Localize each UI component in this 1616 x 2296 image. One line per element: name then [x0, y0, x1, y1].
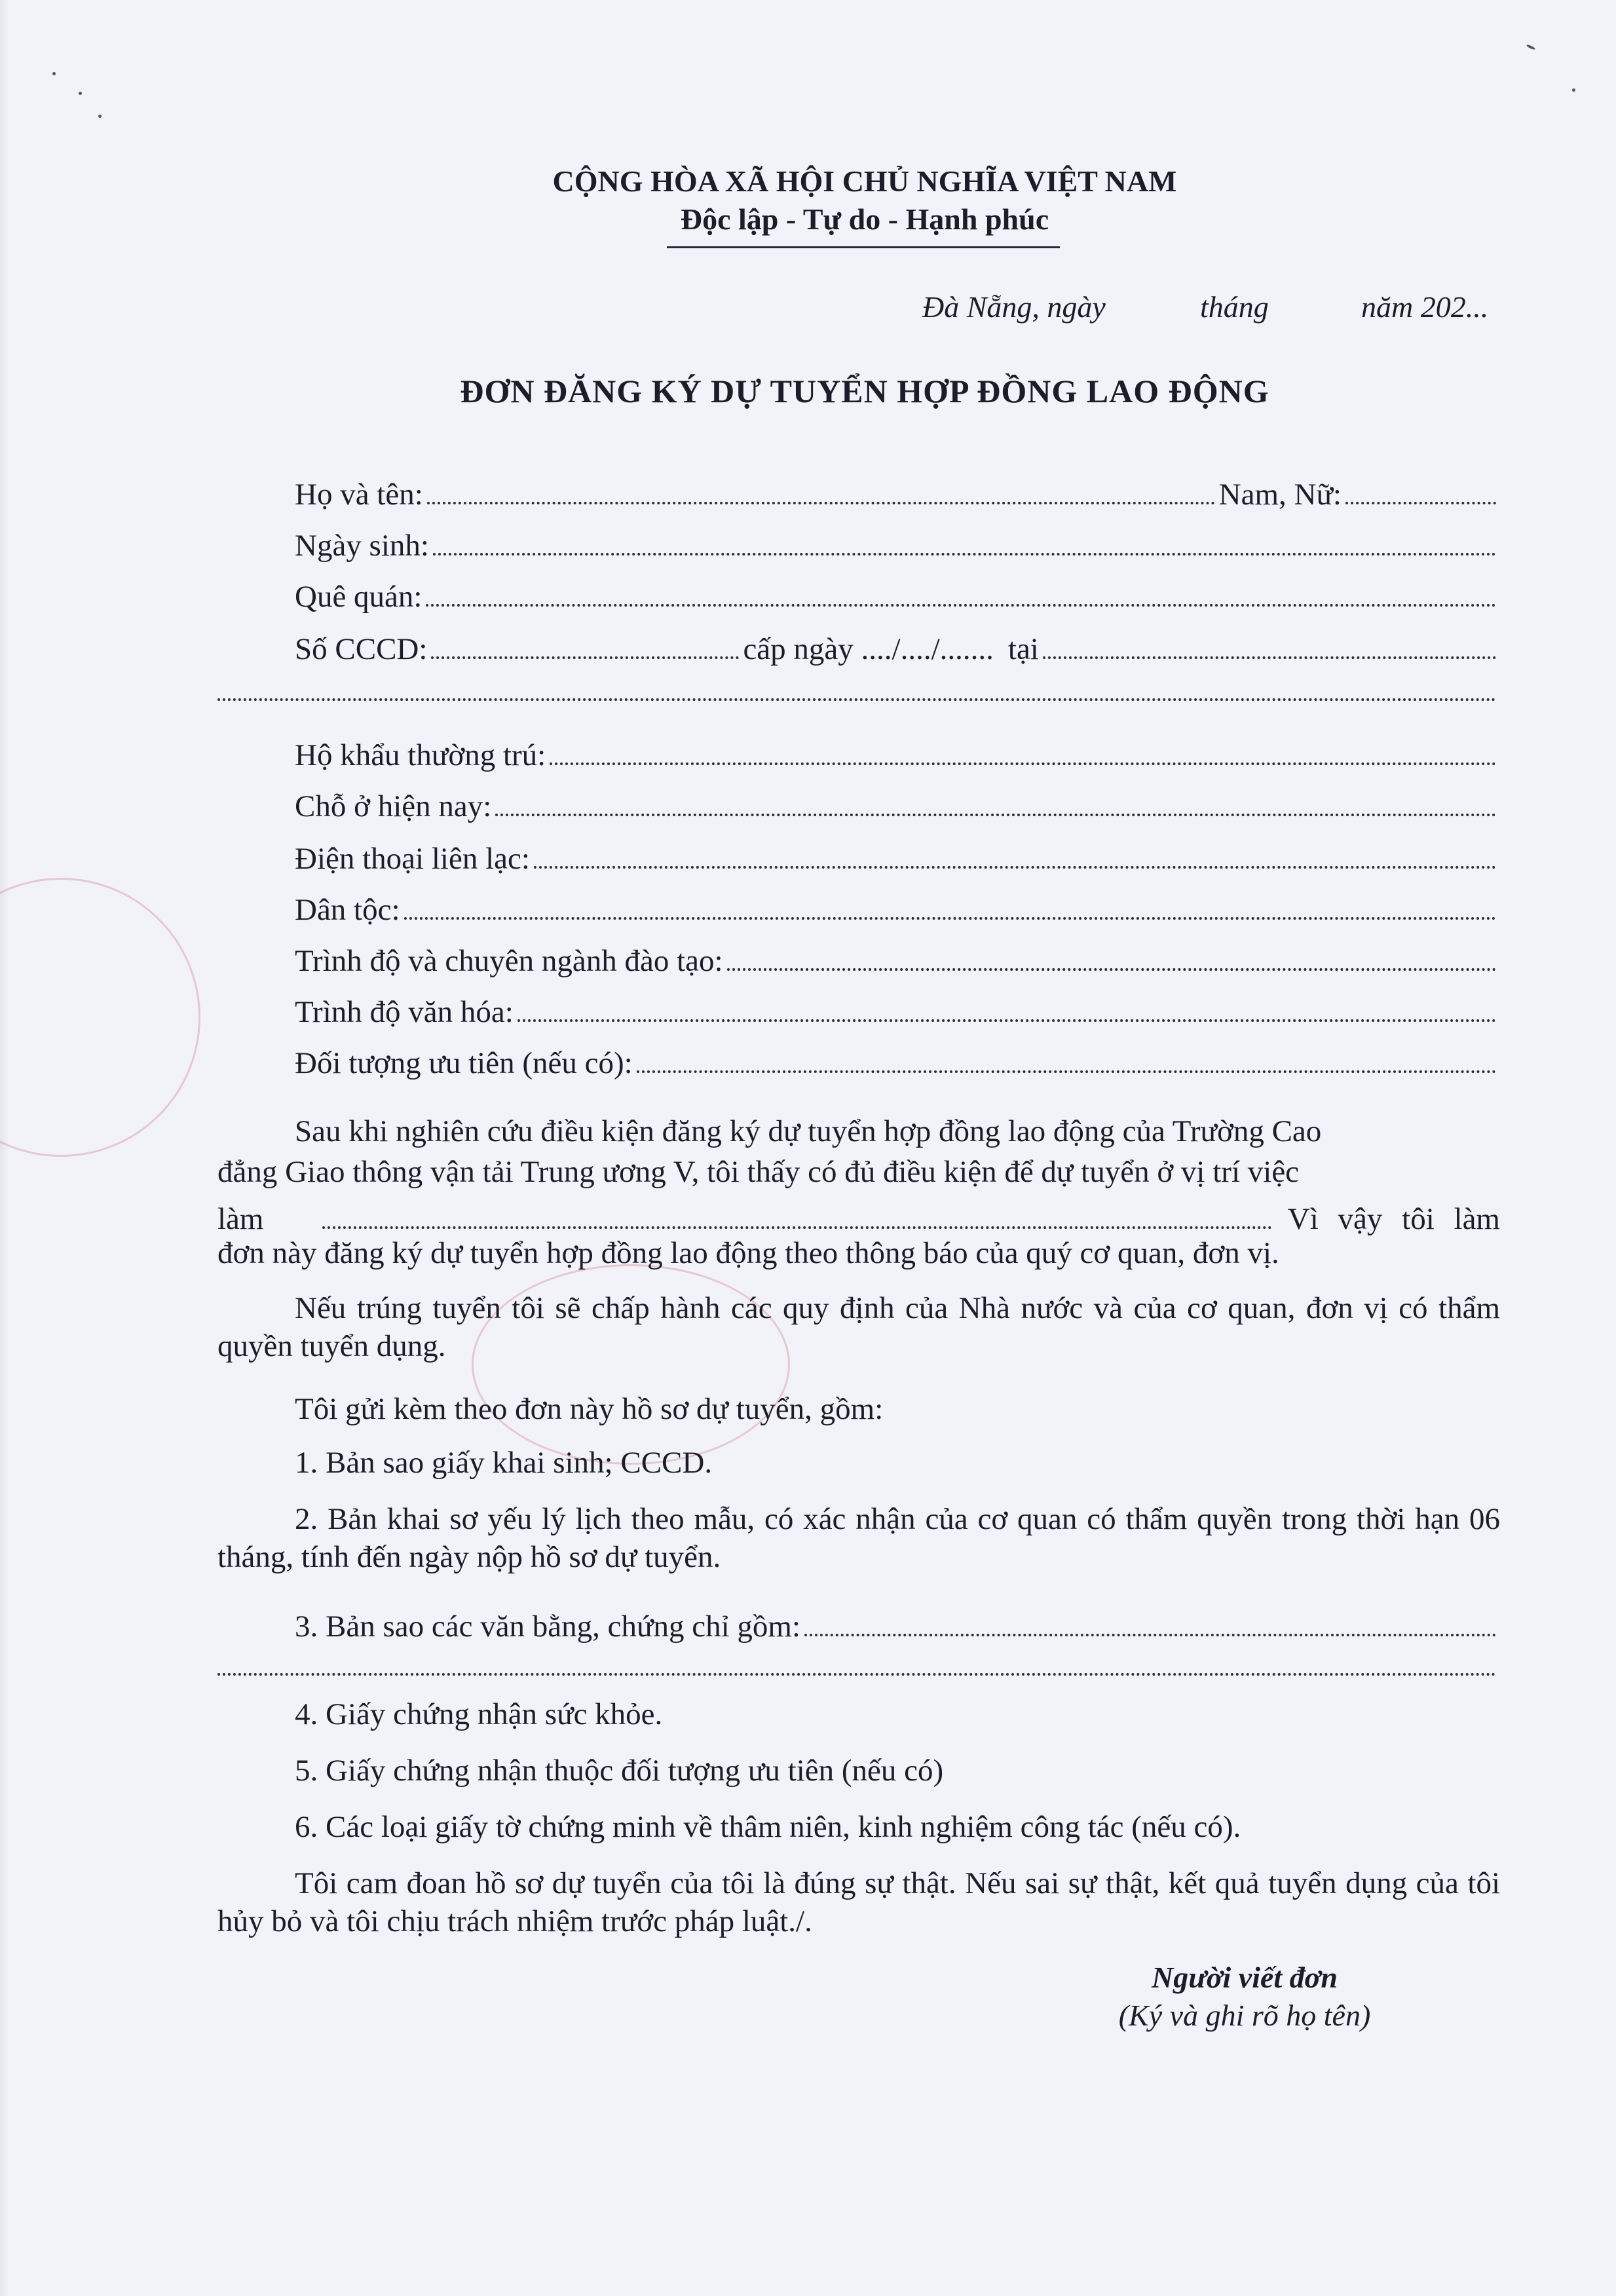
- scan-speck: [52, 72, 56, 75]
- stamp-bleed-left: [0, 878, 200, 1157]
- label-priority: Đối tượng ưu tiên (nếu có):: [295, 1046, 633, 1080]
- scan-edge-shadow: [0, 0, 9, 2296]
- dob-field[interactable]: [433, 553, 1496, 555]
- issue-place-field[interactable]: [1043, 656, 1496, 659]
- scan-speck: [1572, 88, 1575, 92]
- full-name-field[interactable]: [427, 502, 1215, 504]
- id-continuation-field[interactable]: [217, 698, 1496, 701]
- label-gender: Nam, Nữ:: [1218, 478, 1342, 512]
- label-hometown: Quê quán:: [295, 580, 423, 614]
- place-day: Đà Nẵng, ngày: [922, 290, 1106, 324]
- label-qualification: Trình độ và chuyên ngành đào tạo:: [295, 944, 723, 978]
- attachment-item-4: 4. Giấy chứng nhận sức khỏe.: [295, 1697, 663, 1731]
- label-id-number: Số CCCD:: [295, 632, 428, 666]
- paragraph3: Tôi gửi kèm theo đơn này hồ sơ dự tuyển, gồm:: [295, 1392, 884, 1426]
- place-month: tháng: [1200, 290, 1269, 324]
- scan-speck: [79, 92, 82, 95]
- label-full-name: Họ và tên:: [295, 478, 423, 512]
- paragraph1-line2: đẳng Giao thông vận tải Trung ương V, tôi thấy có đủ điều kiện để dự tuyển ở vị trí việc: [217, 1155, 1300, 1189]
- attachment-item-3: 3. Bản sao các văn bằng, chứng chỉ gồm:: [295, 1609, 801, 1644]
- label-phone: Điện thoại liên lạc:: [295, 842, 530, 876]
- country-header: CỘNG HÒA XÃ HỘI CHỦ NGHĨA VIỆT NAM: [552, 164, 1177, 198]
- place-year: năm 202...: [1361, 290, 1489, 324]
- permanent-address-field[interactable]: [550, 762, 1496, 765]
- document-title: ĐƠN ĐĂNG KÝ DỰ TUYỂN HỢP ĐỒNG LAO ĐỘNG: [460, 373, 1269, 409]
- label-current-address: Chỗ ở hiện nay:: [295, 789, 492, 823]
- label-permanent-address: Hộ khẩu thường trú:: [295, 738, 546, 772]
- paragraph1-line3-start: làm: [217, 1202, 264, 1236]
- attachment-item-1: 1. Bản sao giấy khai sinh; CCCD.: [295, 1446, 713, 1480]
- hometown-field[interactable]: [426, 604, 1496, 607]
- attachment-item-2: 2. Bản khai sơ yếu lý lịch theo mẫu, có xác nhận của cơ quan có thẩm quyền trong thời hạn 06 tháng, tính đến ngày nộp hồ sơ dự tuyển.: [217, 1502, 1500, 1574]
- motto-underline: [667, 246, 1060, 248]
- commitment-paragraph: Tôi cam đoan hồ sơ dự tuyển của tôi là đúng sự thật. Nếu sai sự thật, kết quả tuyển dụng của tôi hủy bỏ và tôi chịu trách nhiệm trước pháp luật./.: [217, 1866, 1500, 1938]
- signature-area[interactable]: [1015, 2050, 1474, 2221]
- ethnicity-field[interactable]: [404, 917, 1496, 920]
- scan-speck: [98, 115, 102, 118]
- paragraph2: Nếu trúng tuyển tôi sẽ chấp hành các quy định của Nhà nước và của cơ quan, đơn vị có thẩm quyền tuyển dụng.: [217, 1291, 1500, 1363]
- job-position-field[interactable]: [322, 1226, 1271, 1229]
- certificates-field[interactable]: [804, 1634, 1496, 1636]
- current-address-field[interactable]: [495, 814, 1496, 816]
- label-dob: Ngày sinh:: [295, 529, 429, 563]
- label-education: Trình độ văn hóa:: [295, 995, 514, 1029]
- paragraph1-line1: Sau khi nghiên cứu điều kiện đăng ký dự tuyển hợp đồng lao động của Trường Cao: [295, 1114, 1322, 1148]
- scan-speck: [1526, 44, 1535, 50]
- id-number-field[interactable]: [431, 656, 739, 659]
- phone-field[interactable]: [534, 866, 1496, 869]
- attachment-item-6: 6. Các loại giấy tờ chứng minh về thâm niên, kinh nghiệm công tác (nếu có).: [295, 1810, 1241, 1844]
- paragraph1-line4: đơn này đăng ký dự tuyển hợp đồng lao động theo thông báo của quý cơ quan, đơn vị.: [217, 1236, 1279, 1270]
- gender-field[interactable]: [1345, 502, 1496, 504]
- priority-field[interactable]: [637, 1070, 1496, 1073]
- signature-note: (Ký và ghi rõ họ tên): [1118, 1999, 1371, 2032]
- label-issue-place: tại: [1007, 632, 1039, 666]
- certificates-continuation-field[interactable]: [217, 1673, 1496, 1676]
- attachment-item-5: 5. Giấy chứng nhận thuộc đối tượng ưu tiên (nếu có): [295, 1754, 944, 1788]
- label-issue-date: cấp ngày ..../..../.......: [743, 632, 994, 666]
- qualification-field[interactable]: [727, 968, 1496, 971]
- paragraph1-line3-end: Vì vậy tôi làm: [1287, 1202, 1500, 1236]
- label-ethnicity: Dân tộc:: [295, 893, 400, 927]
- signature-label: Người viết đơn: [1152, 1961, 1338, 1994]
- motto-header: Độc lập - Tự do - Hạnh phúc: [680, 202, 1049, 236]
- education-field[interactable]: [517, 1019, 1496, 1022]
